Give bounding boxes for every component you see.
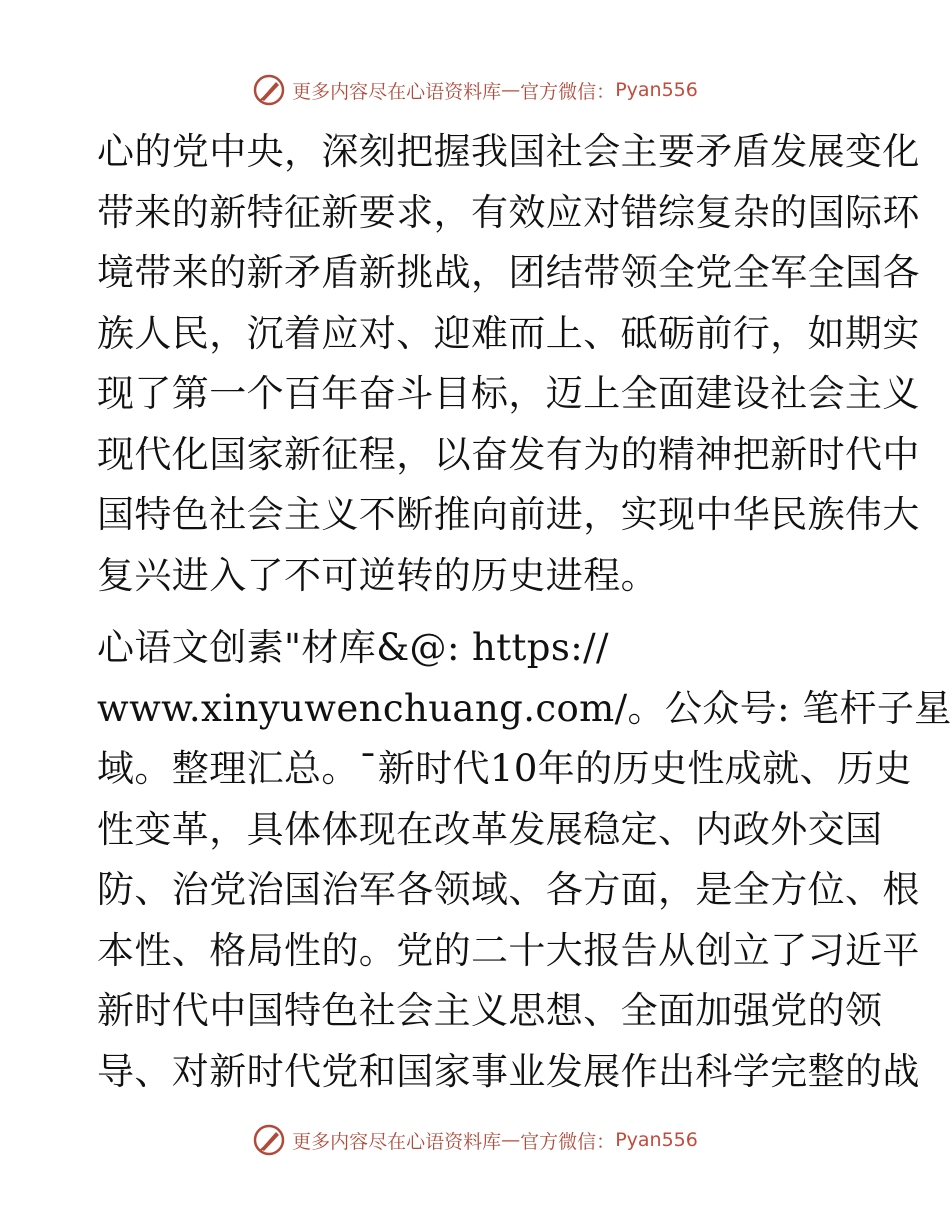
footer-text: 更多内容尽在心语资料库 [292, 1130, 502, 1153]
quill-pen-logo-icon [252, 1123, 286, 1157]
quill-pen-logo-icon [252, 73, 286, 107]
text-line: 心语文创素"材库&@: https:// [97, 626, 609, 669]
text-line: 境带来的新矛盾新挑战，团结带领全党全军全国各 [97, 251, 920, 294]
text-line: 域。整理汇总。¯新时代10年的历史性成就、历史 [97, 747, 912, 790]
footer-banner [0, 1120, 950, 1160]
footer-dash: — [501, 1129, 521, 1151]
header-wechat-label: 官方微信： [520, 80, 616, 103]
text-line: 现代化国家新征程，以奋发有为的精神把新时代中 [97, 432, 920, 476]
header-wechat-id: Pyan556 [615, 79, 698, 101]
text-line: 复兴进入了不可逆转的历史进程。 [97, 553, 658, 597]
paragraph-1 [97, 122, 920, 606]
document-body [97, 122, 952, 1102]
text-line: 国特色社会主义不断推向前进，实现中华民族伟大 [97, 493, 920, 536]
text-line: 现了第一个百年奋斗目标，迈上全面建设社会主义 [97, 372, 920, 415]
text-line: 性变革，具体体现在改革发展稳定、内政外交国 [97, 807, 883, 851]
header-banner [0, 70, 950, 110]
header-dash: — [501, 79, 521, 101]
text-line: 导、对新时代党和国家事业发展作出科学完整的战 [97, 1049, 920, 1093]
header-text: 更多内容尽在心语资料库 [292, 80, 502, 103]
text-line: 本性、格局性的。党的二十大报告从创立了习近平 [97, 928, 920, 972]
footer-wechat-id: Pyan556 [615, 1129, 698, 1151]
footer-wechat-label: 官方微信： [520, 1130, 616, 1153]
paragraph-gap [97, 606, 857, 618]
text-line: www.xinyuwenchuang.com/。公众号: 笔杆子星 [97, 686, 952, 730]
paragraph-2 [97, 618, 952, 1102]
text-line: 带来的新特征新要求，有效应对错综复杂的国际环 [97, 190, 920, 234]
text-line: 新时代中国特色社会主义思想、全面加强党的领 [97, 989, 883, 1032]
text-line: 族人民，沉着应对、迎难而上、砥砺前行，如期实 [97, 311, 920, 355]
text-line: 防、治党治国治军各领域、各方面，是全方位、根 [97, 868, 920, 911]
text-line: 心的党中央，深刻把握我国社会主要矛盾发展变化 [97, 130, 920, 173]
